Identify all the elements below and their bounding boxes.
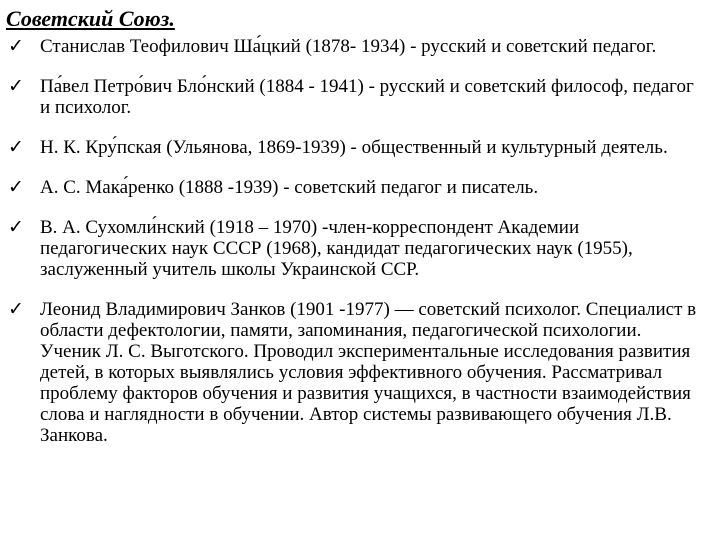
checkmark-icon: ✓ xyxy=(8,136,24,158)
checkmark-icon: ✓ xyxy=(8,298,24,320)
list-item xyxy=(6,217,706,280)
list-item xyxy=(6,177,706,198)
checkmark-icon: ✓ xyxy=(8,75,24,97)
checkmark-icon: ✓ xyxy=(8,216,24,238)
list-item-text: Леонид Владимирович Занков (1901 -1977) — советский психолог. Специалист в области дефектологии, памяти, запоминания, педагогической психологии. Ученик Л. С. Выготского. Проводил экспериментальные исследования развития детей, в которых выявлялись условия эффективного обучения. Рассматривал проблему факторов обучения и развития учащихся, в частности взаимодействия слова и наглядности в обучении. Автор системы развивающего обучения Л.В. Занкова. xyxy=(40,299,697,446)
list-item xyxy=(6,137,706,158)
list-item-text: Станислав Теофилович Ша́цкий (1878- 1934) - русский и советский педагог. xyxy=(40,36,657,57)
slide-title: Советский Союз. xyxy=(6,6,175,31)
list-item-text: В. А. Сухомли́нский (1918 – 1970) -член-корреспондент Академии педагогических наук СССР (1968), кандидат педагогических наук (1955), заслуженный учитель школы Украинской ССР. xyxy=(40,217,633,280)
bullet-list xyxy=(6,36,706,446)
list-item-text: А. С. Мака́ренко (1888 -1939) - советский педагог и писатель. xyxy=(40,177,539,198)
list-item xyxy=(6,299,706,446)
list-item xyxy=(6,36,706,57)
checkmark-icon: ✓ xyxy=(8,35,24,57)
list-item xyxy=(6,76,706,118)
list-item-text: Н. К. Кру́пская (Ульянова, 1869-1939) - общественный и культурный деятель. xyxy=(40,137,668,158)
checkmark-icon: ✓ xyxy=(8,176,24,198)
list-item-text: Па́вел Петро́вич Бло́нский (1884 - 1941) - русский и советский философ, педагог и психолог. xyxy=(40,76,694,118)
